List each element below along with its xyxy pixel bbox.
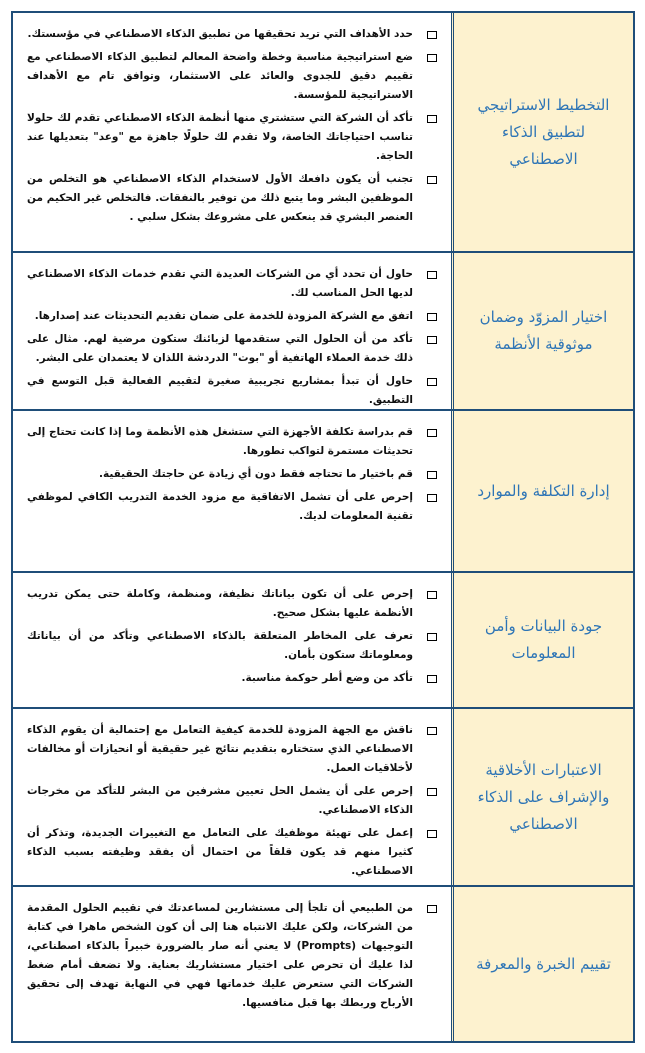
item-text: حدد الأهداف التي تريد تحقيقها من تطبيق الذكاء الاصطناعي في مؤسستك. <box>27 28 413 40</box>
checkbox-icon <box>427 471 437 479</box>
item-text: ضع استراتيجية مناسبة وخطة واضحة المعالم لتطبيق الذكاء الاصطناعي مع تقييم دقيق للجدوى والعائد على الاستثمار، وتوافق تام مع الأهداف الاستراتيجية للمؤسسة. <box>27 51 413 101</box>
table-row <box>13 253 633 411</box>
row-heading: إدارة التكلفة والموارد <box>451 411 633 571</box>
list-item <box>27 627 437 665</box>
checkbox-icon <box>427 31 437 39</box>
item-text: تجنب أن يكون دافعك الأول لاستخدام الذكاء الاصطناعي هو التخلص من الموظفين البشر وما يتبع ذلك من توفير بالنفقات. فالتخلص غير الحكيم من العنصر البشري قد ينعكس على مشروعك بشكل سلبي . <box>27 173 413 223</box>
row-body <box>13 887 451 1041</box>
item-text: حاول أن تبدأ بمشاريع تجريبية صغيرة لتقييم الفعالية قبل التوسع في التطبيق. <box>27 375 413 406</box>
checkbox-icon <box>427 336 437 344</box>
list-item <box>27 899 437 1013</box>
row-heading: تقييم الخبرة والمعرفة <box>451 887 633 1041</box>
checkbox-icon <box>427 591 437 599</box>
item-text: قم بدراسة تكلفة الأجهزة التي ستشغل هذه الأنظمة وما إذا كانت تحتاج إلى تحديثات مستمرة لتواكب تطورها. <box>27 426 413 457</box>
row-heading: التخطيط الاستراتيجي لتطبيق الذكاء الاصطناعي <box>451 13 633 251</box>
table-row <box>13 573 633 709</box>
list-item <box>27 265 437 303</box>
checkbox-icon <box>427 378 437 386</box>
item-text: إحرص على أن تشمل الاتفاقية مع مزود الخدمة التدريب الكافي لموظفي تقنية المعلومات لديك. <box>27 491 413 522</box>
checkbox-icon <box>427 429 437 437</box>
checkbox-icon <box>427 176 437 184</box>
list-item <box>27 824 437 881</box>
list-item <box>27 372 437 410</box>
item-text: ناقش مع الجهة المزودة للخدمة كيفية التعامل مع إحتمالية أن يقوم الذكاء الاصطناعي الذي ستختاره بتقديم نتائج غير حقيقية أو انحيازات أو مخالفات لأخلاقيات العمل. <box>27 724 413 774</box>
item-text: إحرص على أن تكون بياناتك نظيفة، ومنظمة، وكاملة حتى يمكن تدريب الأنظمة عليها بشكل صحيح. <box>27 588 413 619</box>
list-item <box>27 25 437 44</box>
checkbox-icon <box>427 115 437 123</box>
table-row <box>13 887 633 1041</box>
list-item <box>27 330 437 368</box>
item-text: اتفق مع الشركة المزودة للخدمة على ضمان تقديم التحديثات عند إصدارها. <box>34 310 413 322</box>
checkbox-icon <box>427 313 437 321</box>
table-row <box>13 13 633 253</box>
list-item <box>27 465 437 484</box>
checkbox-icon <box>427 271 437 279</box>
list-item <box>27 585 437 623</box>
item-text: تأكد من وضع أطر حوكمة مناسبة. <box>241 672 413 684</box>
list-item <box>27 721 437 778</box>
checkbox-icon <box>427 54 437 62</box>
row-heading: اختيار المزوّد وضمان موثوقية الأنظمة <box>451 253 633 409</box>
checkbox-icon <box>427 675 437 683</box>
row-body <box>13 709 451 885</box>
checkbox-icon <box>427 830 437 838</box>
item-text: قم باختيار ما تحتاجه فقط دون أي زيادة عن حاجتك الحقيقية. <box>98 468 413 480</box>
row-body <box>13 253 451 409</box>
list-item <box>27 307 437 326</box>
row-heading: الاعتبارات الأخلاقية والإشراف على الذكاء الاصطناعي <box>451 709 633 885</box>
list-item <box>27 170 437 227</box>
item-text: من الطبيعي أن تلجأ إلى مستشارين لمساعدتك في تقييم الحلول المقدمة من الشركات، ولكن عليك الانتباه هنا إلى أن كون الشخص ماهرا في كتابة التوجيهات (Prompts) لا يعني أنه صار بالضرورة خبيراً بالذكاء اصطناعي، لذا عليك أن تحرص على اختيار مستشاريك بعناية. ولا تضعف أمام ضغط الشركات التي ستعرض عليك خدماتها فهي في النهاية تهدف إلى تحقيق الأرباح وربطك بها قبل منافسيها. <box>27 902 413 1009</box>
table-row <box>13 411 633 573</box>
checkbox-icon <box>427 788 437 796</box>
list-item <box>27 669 437 688</box>
checklist-table <box>11 11 635 1043</box>
checkbox-icon <box>427 727 437 735</box>
list-item <box>27 48 437 105</box>
row-heading: جودة البيانات وأمن المعلومات <box>451 573 633 707</box>
item-text: تأكد أن الشركة التي ستشتري منها أنظمة الذكاء الاصطناعي تقدم لك حلولا تناسب احتياجاتك الخاصة، ولا تقدم لك حلولًا جاهزة مع "وعد" بتعديلها عند الحاجة. <box>27 112 413 162</box>
item-text: إعمل على تهيئة موظفيك على التعامل مع التغييرات الجديدة، وتذكر أن كثيرا منهم قد يكون قلقاً من احتمال أن يفقد وظيفته بسبب الذكاء الاصطناعي. <box>27 827 413 877</box>
table-row <box>13 709 633 887</box>
checkbox-icon <box>427 905 437 913</box>
item-text: حاول أن تحدد أي من الشركات العديدة التي تقدم خدمات الذكاء الاصطناعي لديها الحل المناسب لك. <box>27 268 413 299</box>
checkbox-icon <box>427 494 437 502</box>
list-item <box>27 488 437 526</box>
list-item <box>27 782 437 820</box>
row-body <box>13 573 451 707</box>
list-item <box>27 423 437 461</box>
row-body <box>13 13 451 251</box>
item-text: تعرف على المخاطر المتعلقة بالذكاء الاصطناعي وتأكد من أن بياناتك ومعلوماتك ستكون بأمان. <box>27 630 413 661</box>
item-text: تأكد من أن الحلول التي ستقدمها لزبائنك ستكون مرضية لهم. مثال على ذلك خدمة العملاء الهاتفية أو "بوت" الدردشة اللذان لا يعتمدان على البشر. <box>27 333 413 364</box>
list-item <box>27 109 437 166</box>
checkbox-icon <box>427 633 437 641</box>
item-text: إحرص على أن يشمل الحل تعيين مشرفين من البشر للتأكد من مخرجات الذكاء الاصطناعي. <box>27 785 413 816</box>
row-body <box>13 411 451 571</box>
